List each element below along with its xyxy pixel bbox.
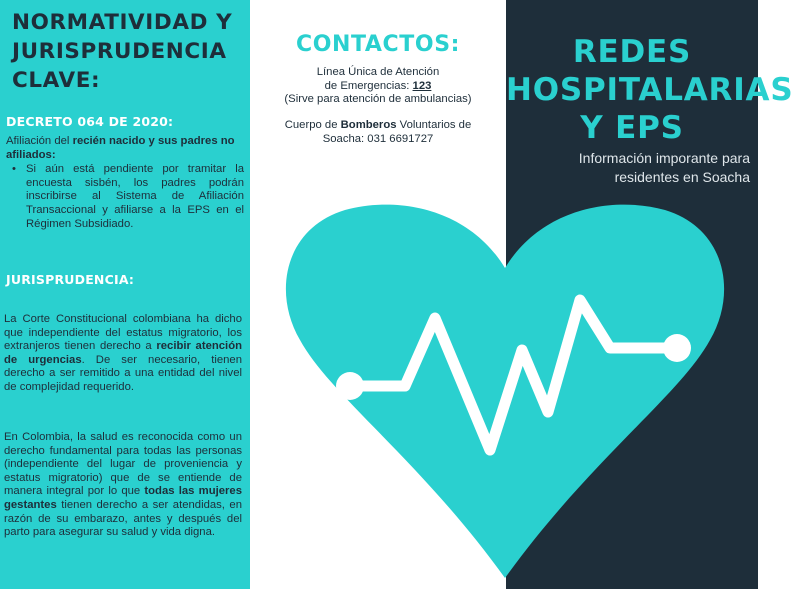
- emergency-label: de Emergencias:: [324, 79, 413, 92]
- jurisprudencia-paragraph-1: [4, 313, 242, 395]
- p2-text-b: tienen derecho a ser atendidas, en razón de su embarazo, antes y después del parto para asegurar su salud y vida digna.: [4, 498, 242, 539]
- right-subtitle-line-1: Información imporante para: [578, 150, 750, 166]
- bomberos-pre: Cuerpo de: [284, 119, 341, 131]
- left-title-line-2: JURISPRUDENCIA: [12, 39, 227, 64]
- bomberos-line-2[interactable]: Soacha: 031 6691727: [322, 132, 434, 145]
- bomberos-contact: [250, 119, 506, 146]
- p1-text-b: . De ser necesario, tienen derecho a ser remitido a una entidad del nivel de complejidad requerido.: [4, 353, 242, 393]
- decreto-intro: [6, 135, 244, 162]
- emergency-line-1: Línea Única de Atención: [316, 66, 440, 78]
- emergency-line-2: [250, 80, 506, 94]
- left-title-line-1: NORMATIVIDAD Y: [12, 10, 233, 35]
- right-title-line-3: Y EPS: [580, 110, 684, 146]
- pulse-end-dot: [663, 334, 691, 362]
- pulse-start-dot: [336, 372, 364, 400]
- emergency-contact: [250, 66, 506, 107]
- decreto-intro-text: Afiliación del: [6, 135, 73, 147]
- p1-bold: recibir atención de urgencias: [4, 340, 242, 366]
- bomberos-post: Voluntarios de: [396, 119, 472, 131]
- decreto-list: [6, 163, 244, 231]
- jurisprudencia-paragraph-2: [4, 431, 242, 540]
- left-title-line-3: CLAVE:: [12, 68, 101, 93]
- right-title: [506, 33, 793, 147]
- decreto-title: DECRETO 064 DE 2020:: [6, 114, 174, 129]
- bomberos-line-1: [250, 119, 506, 133]
- p1-text-a: La Corte Constitucional colombiana ha dicho que independiente del estatus migratorio, los extranjeros tienen derecho a: [4, 313, 242, 353]
- p2-text-a: En Colombia, la salud es reconocida como un derecho fundamental para todas las personas (independiente del lugar de proveniencia y estatus migratorio) que de se entiende de manera integral por lo que: [4, 431, 242, 498]
- right-subtitle: [506, 149, 758, 187]
- left-title: [12, 8, 244, 95]
- emergency-line-3: (Sirve para atención de ambulancias): [284, 93, 472, 106]
- bomberos-bold: Bomberos: [340, 119, 397, 131]
- decreto-bullet: • Si aún está pendiente por tramitar la encuesta sisbén, los padres podrán inscribirse al Sistema de Afiliación Transaccional y afiliarse a la EPS en el Régimen Subsidiado.: [6, 163, 244, 231]
- right-title-line-2: HOSPITALARIAS: [506, 72, 793, 108]
- jurisprudencia-title: JURISPRUDENCIA:: [6, 272, 135, 287]
- p2-bold: todas las mujeres gestantes: [4, 485, 242, 511]
- right-title-line-1: REDES: [572, 34, 692, 70]
- decreto-body: [6, 135, 244, 231]
- decreto-intro-bold: recién nacido y sus padres no afiliados:: [6, 135, 235, 161]
- right-subtitle-line-2: residentes en Soacha: [614, 169, 750, 185]
- contactos-title: CONTACTOS:: [295, 32, 461, 57]
- emergency-number[interactable]: 123: [412, 79, 432, 92]
